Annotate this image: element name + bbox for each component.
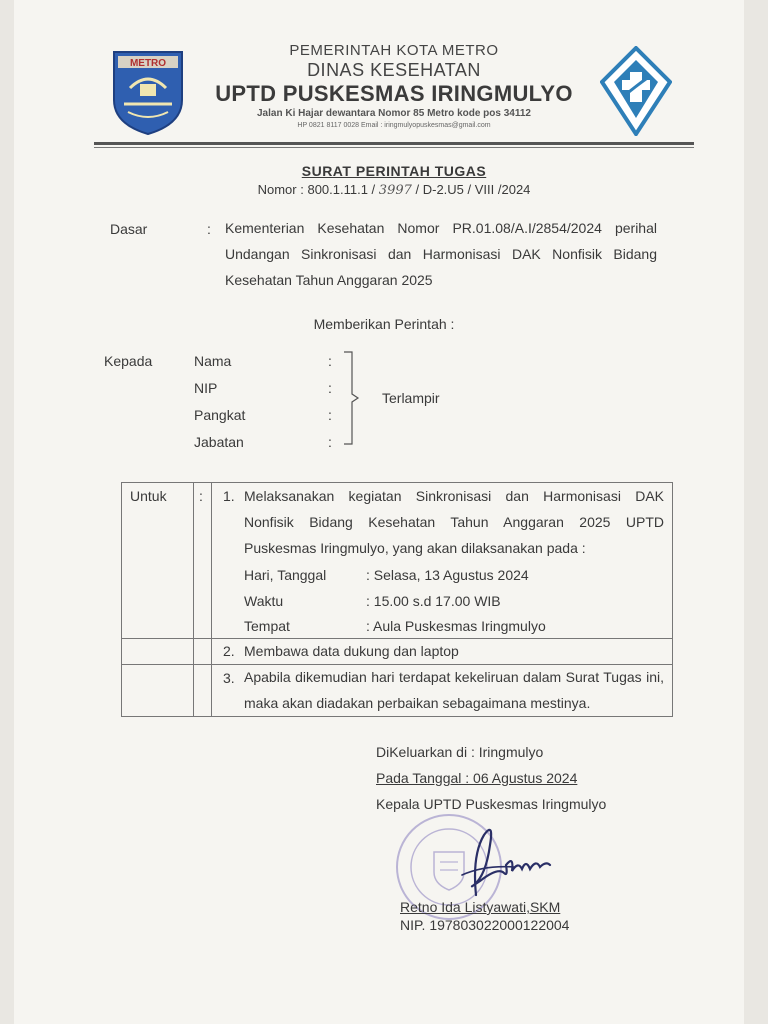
kota-metro-logo	[110, 48, 186, 136]
item2-number: 2.	[223, 643, 235, 659]
nomor-handwritten: 3997	[378, 183, 412, 198]
header-department: DINAS KESEHATAN	[307, 60, 481, 80]
handwritten-signature	[454, 815, 564, 910]
item1-number: 1.	[223, 488, 235, 504]
detail-value: : Selasa, 13 Agustus 2024	[366, 567, 529, 583]
field-colon: :	[328, 407, 332, 423]
field-colon: :	[328, 434, 332, 450]
header-institution: UPTD PUSKESMAS IRINGMULYO	[215, 81, 573, 106]
field-pangkat: Pangkat	[194, 407, 246, 423]
field-colon: :	[328, 380, 332, 396]
detail-value: : Aula Puskesmas Iringmulyo	[366, 618, 546, 634]
detail-label: Tempat	[244, 618, 290, 634]
detail-label: Waktu	[244, 593, 284, 609]
detail-value: : 15.00 s.d 17.00 WIB	[366, 593, 501, 609]
field-nama: Nama	[194, 353, 232, 369]
signer-position: Kepala UPTD Puskesmas Iringmulyo	[376, 796, 607, 812]
document-title: SURAT PERINTAH TUGAS	[301, 163, 487, 179]
perintah-heading: Memberikan Perintah :	[313, 316, 455, 332]
dasar-text: Kementerian Kesehatan Nomor PR.01.08/A.I/2854/2024 perihal Undangan Sinkronisasi dan Harmonisasi DAK Nonfisik Bidang Kesehatan Tahun Anggaran 2025	[225, 220, 657, 288]
puskesmas-logo	[600, 46, 672, 136]
document-number	[194, 182, 594, 198]
field-jabatan: Jabatan	[194, 434, 244, 450]
table-divider	[193, 483, 194, 716]
nomor-suffix: / D-2.U5 / VIII /2024	[415, 182, 531, 197]
dasar-colon: :	[207, 221, 211, 237]
kepada-value: Terlampir	[382, 390, 440, 406]
signer-name: Retno Ida Listyawati,SKM	[400, 899, 561, 915]
header-rule-thin	[94, 147, 694, 148]
item3-number: 3.	[223, 670, 235, 686]
kepada-label: Kepada	[104, 353, 153, 369]
field-nip: NIP	[194, 380, 218, 396]
item2-text: Membawa data dukung dan laptop	[244, 643, 459, 659]
nomor-label: Nomor	[257, 182, 297, 197]
issued-at: DiKeluarkan di : Iringmulyo	[376, 744, 544, 760]
signer-nip: NIP. 197803022000122004	[400, 917, 570, 933]
item3-text: Apabila dikemudian hari terdapat kekeliruan dalam Surat Tugas ini, maka akan diadakan perbaikan sebagaimana mestinya.	[244, 669, 664, 711]
header-rule-thick	[94, 142, 694, 145]
nomor-prefix: : 800.1.11.1 /	[300, 182, 376, 197]
field-colon: :	[328, 353, 332, 369]
detail-label: Hari, Tanggal	[244, 567, 327, 583]
curly-brace	[342, 350, 362, 446]
untuk-colon: :	[199, 488, 203, 504]
issued-date: Pada Tanggal : 06 Agustus 2024	[376, 770, 578, 786]
svg-text:METRO: METRO	[129, 58, 167, 69]
header-address: Jalan Ki Hajar dewantara Nomor 85 Metro kode pos 34112	[257, 108, 531, 119]
header-contact: HP 0821 8117 0028 Email : iringmulyopuskesmas@gmail.com	[297, 122, 491, 129]
header-government: PEMERINTAH KOTA METRO	[289, 42, 499, 59]
item1-text: Melaksanakan kegiatan Sinkronisasi dan Harmonisasi DAK Nonfisik Bidang Kesehatan Tahun Anggaran 2025 UPTD Puskesmas Iringmulyo, yang akan dilaksanakan pada :	[244, 488, 664, 556]
untuk-label: Untuk	[130, 488, 167, 504]
table-divider	[211, 483, 212, 716]
untuk-table	[121, 482, 673, 717]
dasar-label: Dasar	[110, 221, 148, 237]
document-page	[14, 0, 744, 1024]
table-row-divider	[122, 638, 672, 639]
